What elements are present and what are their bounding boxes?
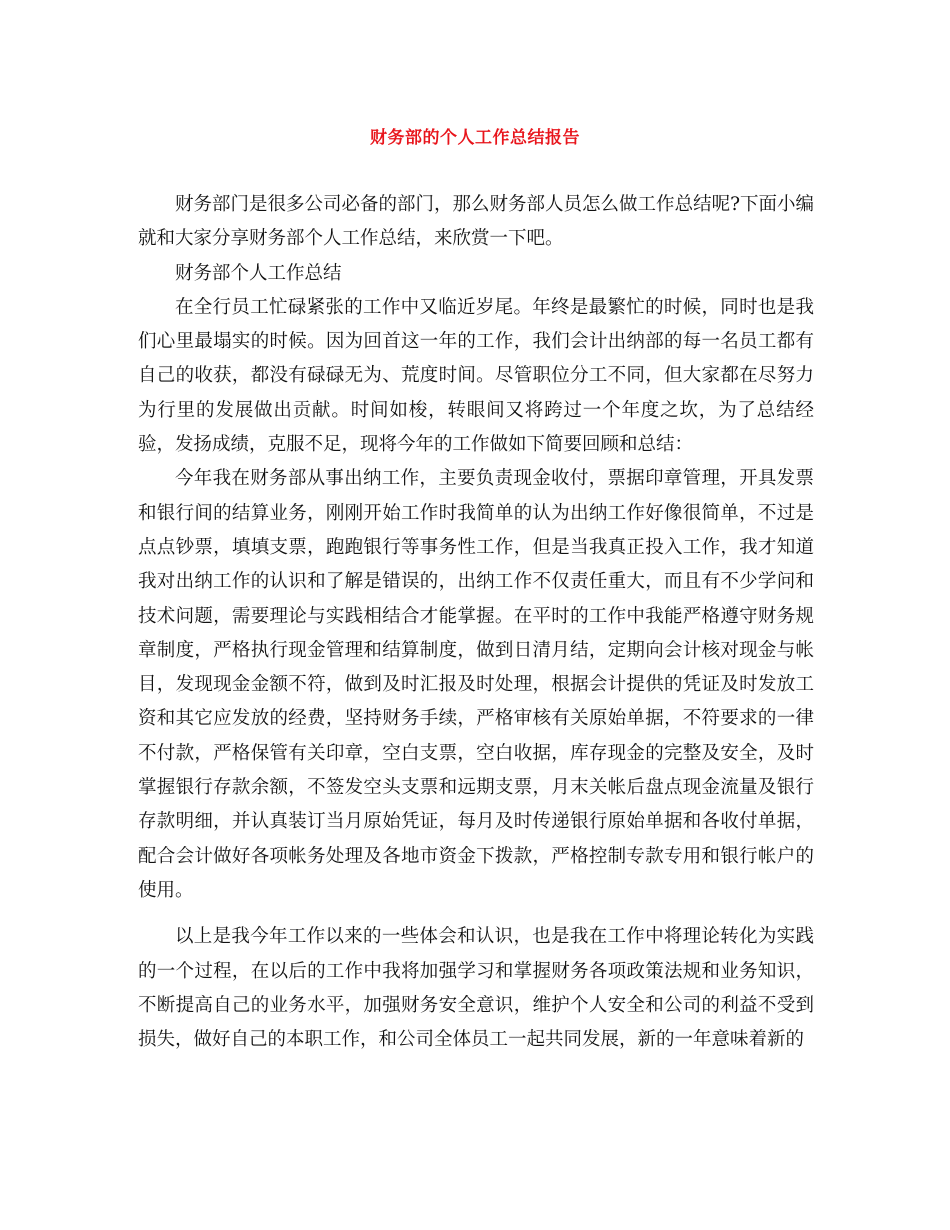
paragraph-intro: 财务部门是很多公司必备的部门，那么财务部人员怎么做工作总结呢?下面小编就和大家分享财务部个人工作总结，来欣赏一下吧。 bbox=[138, 194, 814, 250]
paragraph-subheading: 财务部个人工作总结 bbox=[175, 262, 342, 284]
paragraph-conclusion: 以上是我今年工作以来的一些体会和认识，也是我在工作中将理论转化为实践的一个过程，在以后的工作中我将加强学习和掌握财务各项政策法规和业务知识，不断提高自己的业务水平，加强财务安全意识，维护个人安全和公司的利益不受到损失，做好自己的本职工作，和公司全体员工一起共同发展，新的一年意味着新的 bbox=[138, 926, 814, 1051]
document-body bbox=[138, 188, 814, 1057]
document-title: 财务部的个人工作总结报告 bbox=[370, 128, 580, 148]
paragraph-year-end: 在全行员工忙碌紧张的工作中又临近岁尾。年终是最繁忙的时候，同时也是我们心里最塌实的时候。因为回首这一年的工作，我们会计出纳部的每一名员工都有自己的收获，都没有碌碌无为、荒度时间。尽管职位分工不同，但大家都在尽努力为行里的发展做出贡献。时间如梭，转眼间又将跨过一个年度之坎，为了总结经验，发扬成绩，克服不足，现将今年的工作做如下简要回顾和总结： bbox=[138, 296, 814, 456]
paragraph-cashier-work: 今年我在财务部从事出纳工作，主要负责现金收付，票据印章管理，开具发票和银行间的结算业务，刚刚开始工作时我简单的认为出纳工作好像很简单，不过是点点钞票，填填支票，跑跑银行等事务性工作，但是当我真正投入工作，我才知道我对出纳工作的认识和了解是错误的，出纳工作不仅责任重大，而且有不少学问和技术问题，需要理论与实践相结合才能掌握。在平时的工作中我能严格遵守财务规章制度，严格执行现金管理和结算制度，做到日清月结，定期向会计核对现金与帐目，发现现金金额不符，做到及时汇报及时处理，根据会计提供的凭证及时发放工资和其它应发放的经费，坚持财务手续，严格审核有关原始单据，不符要求的一律不付款，严格保管有关印章，空白支票，空白收据，库存现金的完整及安全，及时掌握银行存款余额，不签发空头支票和远期支票，月末关帐后盘点现金流量及银行存款明细，并认真装订当月原始凭证，每月及时传递银行原始单据和各收付单据，配合会计做好各项帐务处理及各地市资金下拨款，严格控制专款专用和银行帐户的使用。 bbox=[138, 468, 814, 901]
